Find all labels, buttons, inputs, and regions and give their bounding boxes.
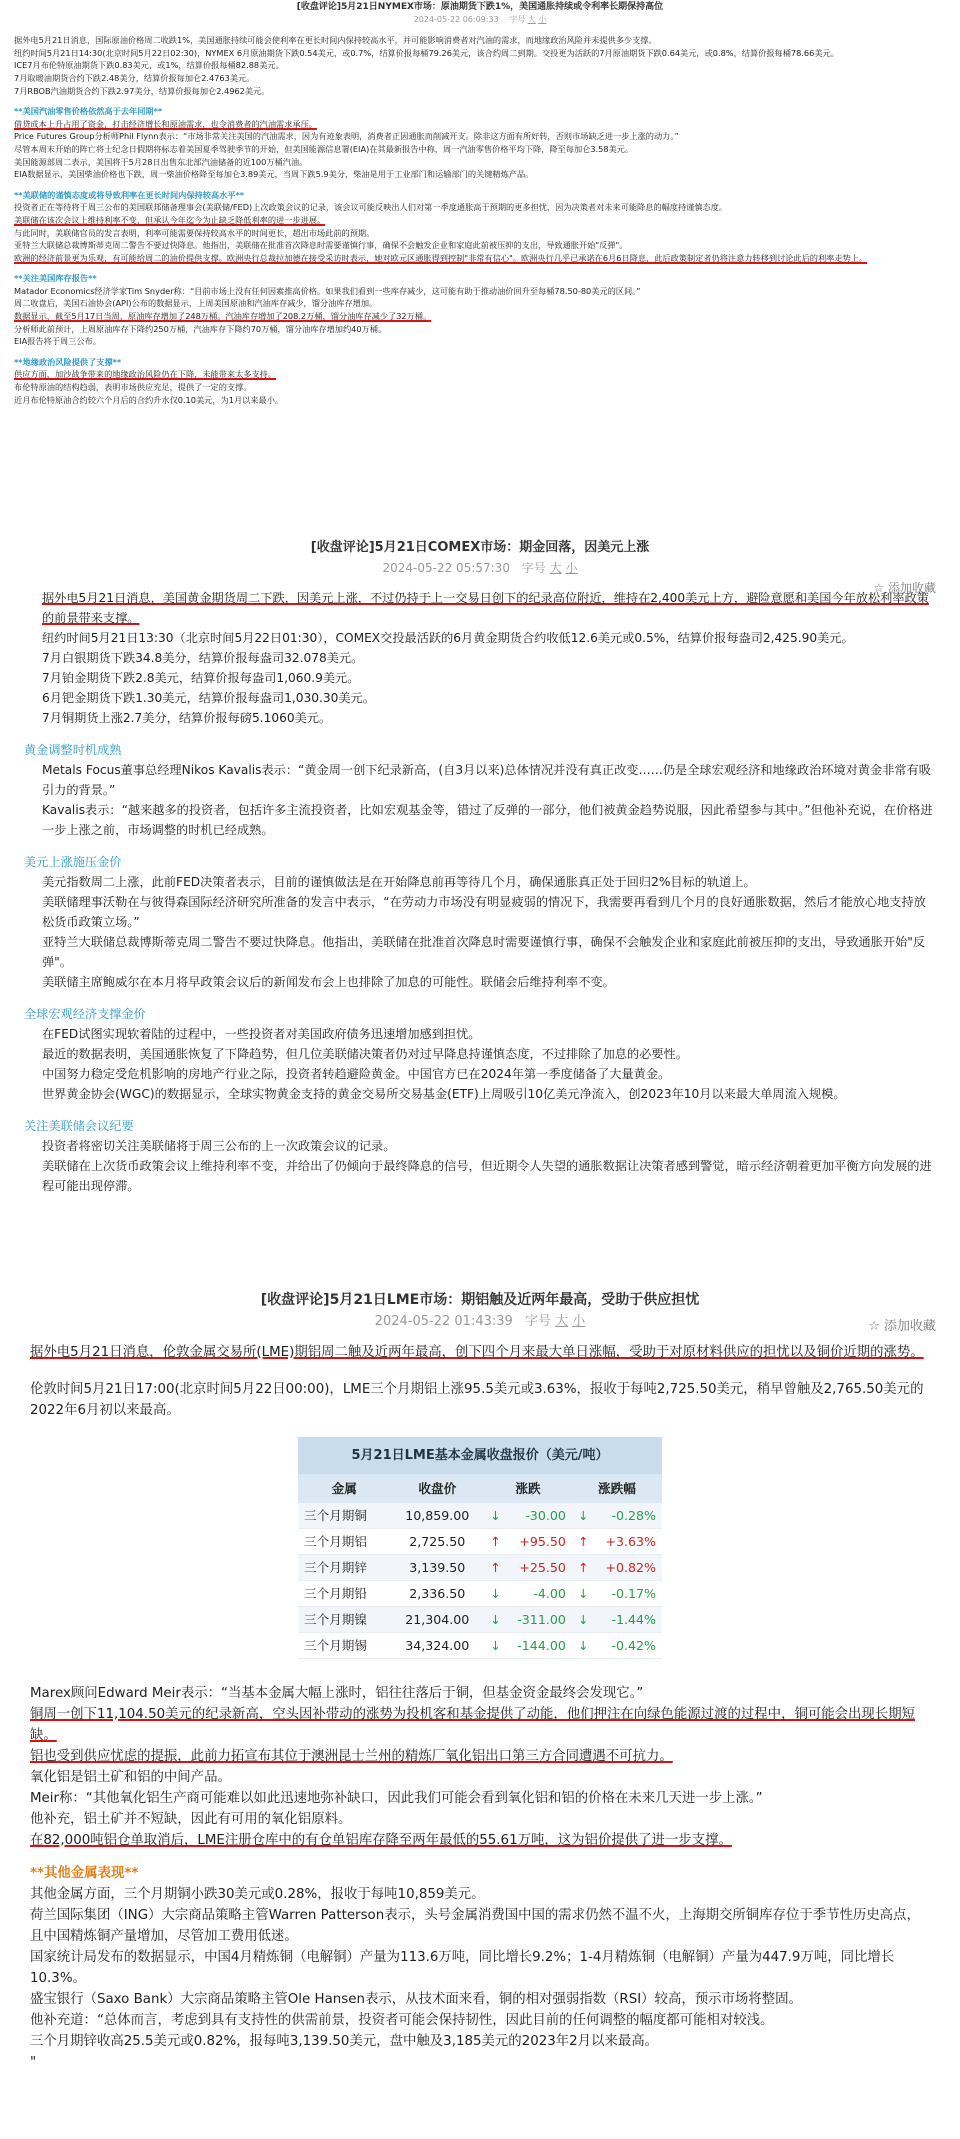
font-size-large-link[interactable]: 大 bbox=[549, 561, 562, 575]
table-row bbox=[298, 1529, 662, 1555]
add-favorite-label: 添加收藏 bbox=[887, 581, 936, 595]
change-value: -30.00 bbox=[525, 1508, 566, 1523]
arrow-down-icon: ↓ bbox=[490, 1508, 501, 1523]
paragraph: EIA报告将于周三公布。 bbox=[14, 336, 101, 347]
paragraph: 欧洲的经济前景更为乐观，有可能给周二的油价提供支撑。欧洲央行总裁拉加德在接受采访时表示，她对欧元区通胀得到控制"非常有信心"。欧洲央行几乎已承诺在6月6日降息，此后政策制定者仍将注意力转移到讨论此后的利率走势上。 bbox=[14, 252, 868, 263]
metal-cell: 三个月期铝 bbox=[298, 1529, 390, 1555]
font-size-small-link[interactable]: 小 bbox=[565, 561, 578, 575]
change-value: -311.00 bbox=[517, 1612, 566, 1627]
paragraph: 氧化铝是铝土矿和铝的中间产品。 bbox=[30, 1770, 231, 1785]
article-title: [收盘评论]5月21日NYMEX市场：原油期货下跌1%，美国通胀持续或令利率长期保持高位 bbox=[296, 2, 664, 12]
change-value: +25.50 bbox=[519, 1560, 566, 1575]
section-heading: 美元上涨施压金价 bbox=[24, 855, 122, 869]
metal-cell: 三个月期镍 bbox=[298, 1607, 390, 1633]
section-heading: **其他金属表现** bbox=[30, 1866, 139, 1881]
paragraph: 布伦特原油的结构趋弱，表明市场供应充足，提供了一定的支撑。 bbox=[14, 382, 252, 393]
change-cell bbox=[484, 1529, 572, 1555]
paragraph: 与此同时，美联储官员的发言表明，利率可能需要保持较高水平的时间更长，超出市场此前的预期。 bbox=[14, 227, 375, 238]
section-heading: **地缘政治风险提供了支撑** bbox=[14, 356, 122, 367]
article-lme bbox=[0, 1290, 960, 2139]
price-line: 7月铜期货上涨2.7美分，结算价报每磅5.1060美元。 bbox=[42, 711, 332, 725]
table-header-row bbox=[298, 1474, 662, 1503]
table-row bbox=[298, 1503, 662, 1529]
change-pct-cell bbox=[572, 1529, 662, 1555]
article-meta bbox=[30, 1311, 930, 1332]
add-favorite-button[interactable] bbox=[868, 1316, 936, 1337]
close-price-cell: 2,725.50 bbox=[390, 1529, 484, 1555]
change-value: -144.00 bbox=[517, 1638, 566, 1653]
paragraph: 借贷成本上升占用了资金，打击经济增长和原油需求，也令消费者的汽油需求承压。 bbox=[14, 118, 317, 129]
paragraph: 周二收盘后，美国石油协会(API)公布的数据显示，上周美国原油和汽油库存减少，馏分油库存增加。 bbox=[14, 298, 378, 309]
arrow-down-icon: ↓ bbox=[577, 1586, 589, 1601]
paragraph: EIA数据显示，美国柴油价格也下跌，周一柴油价格降至每加仑3.89美元，当周下跌5.9美分，柴油是用于工业部门和运输部门的关键精炼产品。 bbox=[14, 169, 534, 180]
change-cell bbox=[484, 1581, 572, 1607]
column-header: 收盘价 bbox=[390, 1474, 484, 1503]
arrow-up-icon: ↑ bbox=[577, 1534, 589, 1549]
arrow-down-icon: ↓ bbox=[490, 1612, 501, 1627]
paragraph: 尽管本周末开始的阵亡将士纪念日假期将标志着美国夏季驾驶季节的开始，但美国能源信息署(EIA)在其最新报告中称，周一汽油零售价格平均下降，降至每加仑3.58美元。 bbox=[14, 143, 634, 154]
paragraph: 分析师此前预计，上周原油库存下降约250万桶，汽油库存下降约70万桶，馏分油库存增加约40万桶。 bbox=[14, 323, 387, 334]
paragraph: 伦敦时间5月21日17:00(北京时间5月22日00:00)，LME三个月期铝上涨95.5美元或3.63%，报收于每吨2,725.50美元，稍早曾触及2,765.50美元的2022年6月初以来最高。 bbox=[30, 1382, 924, 1418]
paragraph: 亚特兰大联储总裁博斯蒂克周二警告不要过快降息。他指出，美联储在批准首次降息时需要谨慎行事，确保不会触发企业和家庭此前被压抑的支出，导致通胀开始"反弹"。 bbox=[14, 240, 628, 251]
font-size-label: 字号 bbox=[524, 1314, 551, 1329]
close-price-cell: 2,336.50 bbox=[390, 1581, 484, 1607]
paragraph: 美联储主席鲍威尔在本月将早政策会议后的新闻发布会上也排除了加息的可能性。联储会后维持利率不变。 bbox=[42, 975, 615, 989]
metal-cell: 三个月期铜 bbox=[298, 1503, 390, 1529]
trailing-quote: " bbox=[30, 2055, 37, 2070]
paragraph: 世界黄金协会(WGC)的数据显示，全球实物黄金支持的黄金交易所交易基金(ETF)上周吸引10亿美元净流入，创2023年10月以来最大单周流入规模。 bbox=[42, 1087, 846, 1101]
paragraph: 铝也受到供应忧虑的提振，此前力拓宣布其位于澳洲昆士兰州的精炼厂氧化铝出口第三方合同遭遇不可抗力。 bbox=[30, 1749, 673, 1764]
price-table-wrapper bbox=[30, 1437, 930, 1659]
change-cell bbox=[484, 1503, 572, 1529]
font-size-large-link[interactable]: 大 bbox=[555, 1314, 569, 1329]
close-price-cell: 34,324.00 bbox=[390, 1633, 484, 1659]
price-line: 7月白银期货下跌34.8美分，结算价报每盎司32.078美元。 bbox=[42, 651, 364, 665]
paragraph: 他补充道：“总体而言，考虑到具有支持性的供需前景，投资者可能会保持韧性，因此目前的任何调整的幅度都可能相对较浅。 bbox=[30, 2013, 774, 2028]
table-row bbox=[298, 1555, 662, 1581]
change-pct-cell bbox=[572, 1607, 662, 1633]
paragraph: Matador Economics经济学家Tim Snyder称：“目前市场上没有任何因素推高价格。如果我们看到一些库存减少，这可能有助于推动油价回升至每桶78.50-80美元的区间。” bbox=[14, 285, 641, 296]
article-nymex bbox=[0, 0, 960, 530]
section-heading: **关注美国库存报告** bbox=[14, 273, 97, 284]
paragraph: Meir称：“其他氧化铝生产商可能难以如此迅速地弥补缺口，因此我们可能会看到氧化铝和铝的价格在未来几天进一步上涨。” bbox=[30, 1791, 763, 1806]
price-line: 纽约时间5月21日13:30（北京时间5月22日01:30），COMEX交投最活跃的6月黄金期货合约收低12.6美元或0.5%，结算价报每盎司2,425.90美元。 bbox=[42, 631, 854, 645]
price-line: 7月铂金期货下跌2.8美元，结算价报每盎司1,060.9美元。 bbox=[42, 671, 360, 685]
table-caption: 5月21日LME基本金属收盘报价（美元/吨） bbox=[298, 1437, 662, 1474]
article-title: [收盘评论]5月21日LME市场：期铝触及近两年最高，受助于供应担忧 bbox=[260, 1292, 700, 1308]
article-meta bbox=[14, 14, 946, 26]
star-icon: ☆ bbox=[868, 1319, 880, 1334]
paragraph: 投资者正在等待将于周三公布的美国联邦储备理事会(美联储/FED)上次政策会议的记录，该会议可能反映出人们对第一季度通胀高于预期的更多担忧，因为决策者对未来可能降息的幅度持谨慎态度。 bbox=[14, 202, 728, 213]
change-pct-value: +3.63% bbox=[605, 1534, 656, 1549]
paragraph: 三个月期锌收高25.5美元或0.82%，报每吨3,139.50美元，盘中触及3,185美元的2023年2月以来最高。 bbox=[30, 2034, 659, 2049]
article-title: [收盘评论]5月21日COMEX市场：期金回落，因美元上涨 bbox=[310, 540, 650, 555]
change-pct-cell bbox=[572, 1503, 662, 1529]
arrow-down-icon: ↓ bbox=[577, 1508, 589, 1523]
column-header: 涨跌 bbox=[484, 1474, 572, 1503]
close-price-cell: 21,304.00 bbox=[390, 1607, 484, 1633]
paragraph: 美联储理事沃勒在与彼得森国际经济研究所准备的发言中表示，“在劳动力市场没有明显疲弱的情况下，我需要再看到几个月的良好通胀数据，然后才能放心地支持放松货币政策立场。” bbox=[42, 895, 926, 929]
section-heading: **美国汽油零售价格依然高于去年同期** bbox=[14, 106, 163, 117]
section-heading: 黄金调整时机成熟 bbox=[24, 743, 122, 757]
paragraph: 其他金属方面，三个月期铜小跌30美元或0.28%，报收于每吨10,859美元。 bbox=[30, 1887, 485, 1902]
arrow-up-icon: ↑ bbox=[577, 1560, 589, 1575]
publish-date: 2024-05-22 01:43:39 bbox=[374, 1314, 513, 1329]
star-icon: ☆ bbox=[873, 581, 885, 595]
font-size-small-link[interactable]: 小 bbox=[538, 14, 547, 24]
section-heading: 全球宏观经济支撑金价 bbox=[24, 1007, 146, 1021]
change-pct-cell bbox=[572, 1555, 662, 1581]
font-size-large-link[interactable]: 大 bbox=[527, 14, 536, 24]
paragraph: 供应方面，加沙战争带来的地缘政治风险仍在下降，未能带来太多支持。 bbox=[14, 369, 277, 380]
close-price-cell: 10,859.00 bbox=[390, 1503, 484, 1529]
paragraph: 在82,000吨铝仓单取消后，LME注册仓库中的有仓单铝库存降至两年最低的55.61万吨，这为铝价提供了进一步支撑。 bbox=[30, 1833, 732, 1848]
section-heading: **美联储的谨慎态度或将导致利率在更长时间内保持较高水平** bbox=[14, 189, 245, 200]
font-size-small-link[interactable]: 小 bbox=[572, 1314, 586, 1329]
arrow-down-icon: ↓ bbox=[490, 1586, 501, 1601]
add-favorite-button[interactable] bbox=[873, 578, 936, 598]
change-pct-cell bbox=[572, 1581, 662, 1607]
font-size-label: 字号 bbox=[509, 14, 526, 24]
metal-cell: 三个月期锡 bbox=[298, 1633, 390, 1659]
paragraph: 亚特兰大联储总裁博斯蒂克周二警告不要过快降息。他指出，美联储在批准首次降息时需要谨慎行事，确保不会触发企业和家庭此前被压抑的支出，导致通胀开始"反弹"。 bbox=[42, 935, 926, 969]
price-line: 6月钯金期货下跌1.30美元，结算价报每盎司1,030.30美元。 bbox=[42, 691, 375, 705]
lead-paragraph: 据外电5月21日消息，伦敦金属交易所(LME)期铝周二触及近两年最高，创下四个月来最大单日涨幅，受助于对原材料供应的担忧以及铜价近期的涨势。 bbox=[30, 1345, 924, 1360]
paragraph: 据外电5月21日消息，国际原油价格周二收跌1%，美国通胀持续可能会使利率在更长时间内保持较高水平，并可能影响消费者对汽油的需求，而地缘政治风险并未提供多少支撑。 bbox=[14, 35, 657, 46]
column-header: 金属 bbox=[298, 1474, 390, 1503]
publish-date: 2024-05-22 05:57:30 bbox=[382, 561, 510, 575]
change-cell bbox=[484, 1607, 572, 1633]
table-row bbox=[298, 1581, 662, 1607]
arrow-up-icon: ↑ bbox=[490, 1534, 501, 1549]
add-favorite-label: 添加收藏 bbox=[883, 1319, 936, 1334]
paragraph: 数据显示，截至5月17日当周，原油库存增加了248万桶。汽油库存增加了208.2万桶，馏分油库存减少了32万桶。 bbox=[14, 311, 432, 322]
paragraph: 美联储在上次货币政策会议上维持利率不变，并给出了仍倾向于最终降息的信号，但近期令人失望的通胀数据让决策者感到警觉，暗示经济朝着更加平衡方向发展的进程可能出现停滞。 bbox=[42, 1159, 932, 1193]
paragraph: Price Futures Group分析师Phil Flynn表示：“市场非常关注美国的汽油需求，因为有迹象表明，消费者正因通胀而削减开支。除非这方面有所好转，否则市场缺乏进一步上涨的动力。” bbox=[14, 131, 679, 142]
change-value: +95.50 bbox=[519, 1534, 566, 1549]
arrow-down-icon: ↓ bbox=[577, 1638, 589, 1653]
paragraph: 最近的数据表明，美国通胀恢复了下降趋势，但几位美联储决策者仍对过早降息持谨慎态度，不过排除了加息的必要性。 bbox=[42, 1047, 688, 1061]
change-pct-cell bbox=[572, 1633, 662, 1659]
table-row bbox=[298, 1633, 662, 1659]
metal-cell: 三个月期铅 bbox=[298, 1581, 390, 1607]
paragraph: 纽约时间5月21日14:30(北京时间5月22日02:30)，NYMEX 6月原油期货下跌0.54美元，或0.7%，结算价报每桶79.26美元，该合约周二到期。交投更为活跃的7月原油期货下跌0.64美元，或0.8%，结算价报每桶78.66美元。 bbox=[14, 47, 839, 58]
paragraph: 盛宝银行（Saxo Bank）大宗商品策略主管Ole Hansen表示，从技术面来看，铜的相对强弱指数（RSI）较高，预示市场将整固。 bbox=[30, 1992, 802, 2007]
paragraph: 中国努力稳定受危机影响的房地产行业之际，投资者转趋避险黄金。中国官方已在2024年第一季度储备了大量黄金。 bbox=[42, 1067, 671, 1081]
change-value: -4.00 bbox=[533, 1586, 566, 1601]
paragraph: 美元指数周二上涨，此前FED决策者表示，目前的谨慎做法是在开始降息前再等待几个月，确保通胀真正处于回归2%目标的轨道上。 bbox=[42, 875, 756, 889]
metal-cell: 三个月期锌 bbox=[298, 1555, 390, 1581]
article-comex bbox=[0, 530, 960, 1265]
font-size-label: 字号 bbox=[521, 561, 546, 575]
lead-paragraph: 据外电5月21日消息，美国黄金期货周二下跌，因美元上涨，不过仍持于上一交易日创下的纪录高位附近，维持在2,400美元上方，避险意愿和美国今年放松利率政策的前景带来支撑。 bbox=[42, 591, 929, 625]
paragraph: 近月布伦特原油合约较六个月后的合约升水仅0.10美元，为1月以来最小。 bbox=[14, 394, 284, 405]
arrow-down-icon: ↓ bbox=[490, 1638, 501, 1653]
paragraph: 7月取暖油期货合约下跌2.48美分，结算价报每加仑2.4763美元。 bbox=[14, 72, 255, 83]
close-price-cell: 3,139.50 bbox=[390, 1555, 484, 1581]
paragraph: 在FED试图实现软着陆的过程中，一些投资者对美国政府债务迅速增加感到担忧。 bbox=[42, 1027, 481, 1041]
change-cell bbox=[484, 1633, 572, 1659]
change-pct-value: -1.44% bbox=[611, 1612, 656, 1627]
paragraph: Marex顾问Edward Meir表示：“当基本金属大幅上涨时，铝往往落后于铜，但基金资金最终会发现它。” bbox=[30, 1686, 644, 1701]
change-pct-value: -0.17% bbox=[611, 1586, 656, 1601]
paragraph: 铜周一创下11,104.50美元的纪录新高，空头因补带动的涨势为投机客和基金提供了动能，他们押注在向绿色能源过渡的过程中，铜可能会出现长期短缺。 bbox=[30, 1707, 915, 1743]
column-header: 涨跌幅 bbox=[572, 1474, 662, 1503]
paragraph: 他补充，铝土矿并不短缺，因此有可用的氧化铝原料。 bbox=[30, 1812, 352, 1827]
change-cell bbox=[484, 1555, 572, 1581]
paragraph: Kavalis表示：“越来越多的投资者，包括许多主流投资者，比如宏观基金等，错过了反弹的一部分，他们被黄金趋势说服，因此希望参与其中。”但他补充说，在价格进一步上涨之前，市场调整的时机已经成熟。 bbox=[42, 803, 933, 837]
publish-date: 2024-05-22 06:09:33 bbox=[413, 14, 499, 24]
paragraph: 7月RBOB汽油期货合约下跌2.97美分，结算价报每加仑2.4962美元。 bbox=[14, 85, 270, 96]
change-pct-value: -0.42% bbox=[611, 1638, 656, 1653]
paragraph: 投资者将密切关注美联储将于周三公布的上一次政策会议的记录。 bbox=[42, 1139, 396, 1153]
lme-price-table bbox=[298, 1437, 662, 1659]
change-pct-value: -0.28% bbox=[611, 1508, 656, 1523]
arrow-up-icon: ↑ bbox=[490, 1560, 501, 1575]
paragraph: 国家统计局发布的数据显示，中国4月精炼铜（电解铜）产量为113.6万吨，同比增长9.2%；1-4月精炼铜（电解铜）产量为447.9万吨，同比增长10.3%。 bbox=[30, 1950, 895, 1986]
paragraph: ICE7月布伦特原油期货下跌0.83美元，或1%，结算价报每桶82.88美元。 bbox=[14, 60, 284, 71]
paragraph: 美联储在该次会议上维持利率不变，但承认今年迄今为止缺乏降低利率的进一步进展。 bbox=[14, 214, 326, 225]
paragraph: 荷兰国际集团（ING）大宗商品策略主管Warren Patterson表示，头号金属消费国中国的需求仍然不温不火，上海期交所铜库存位于季节性历史高点，且中国精炼铜产量增加，尽管加工费用低迷。 bbox=[30, 1908, 920, 1944]
arrow-down-icon: ↓ bbox=[577, 1612, 589, 1627]
section-heading: 关注美联储会议纪要 bbox=[24, 1119, 134, 1133]
table-row bbox=[298, 1607, 662, 1633]
paragraph: 美国能源部周二表示，美国将于5月28日出售东北部汽油储备的近100万桶汽油。 bbox=[14, 156, 308, 167]
change-pct-value: +0.82% bbox=[605, 1560, 656, 1575]
paragraph: Metals Focus董事总经理Nikos Kavalis表示：“黄金周一创下纪录新高，(自3月以来)总体情况并没有真正改变……仍是全球宏观经济和地缘政治环境对黄金非常有吸引力的背景。” bbox=[42, 763, 931, 797]
article-meta bbox=[24, 558, 936, 578]
